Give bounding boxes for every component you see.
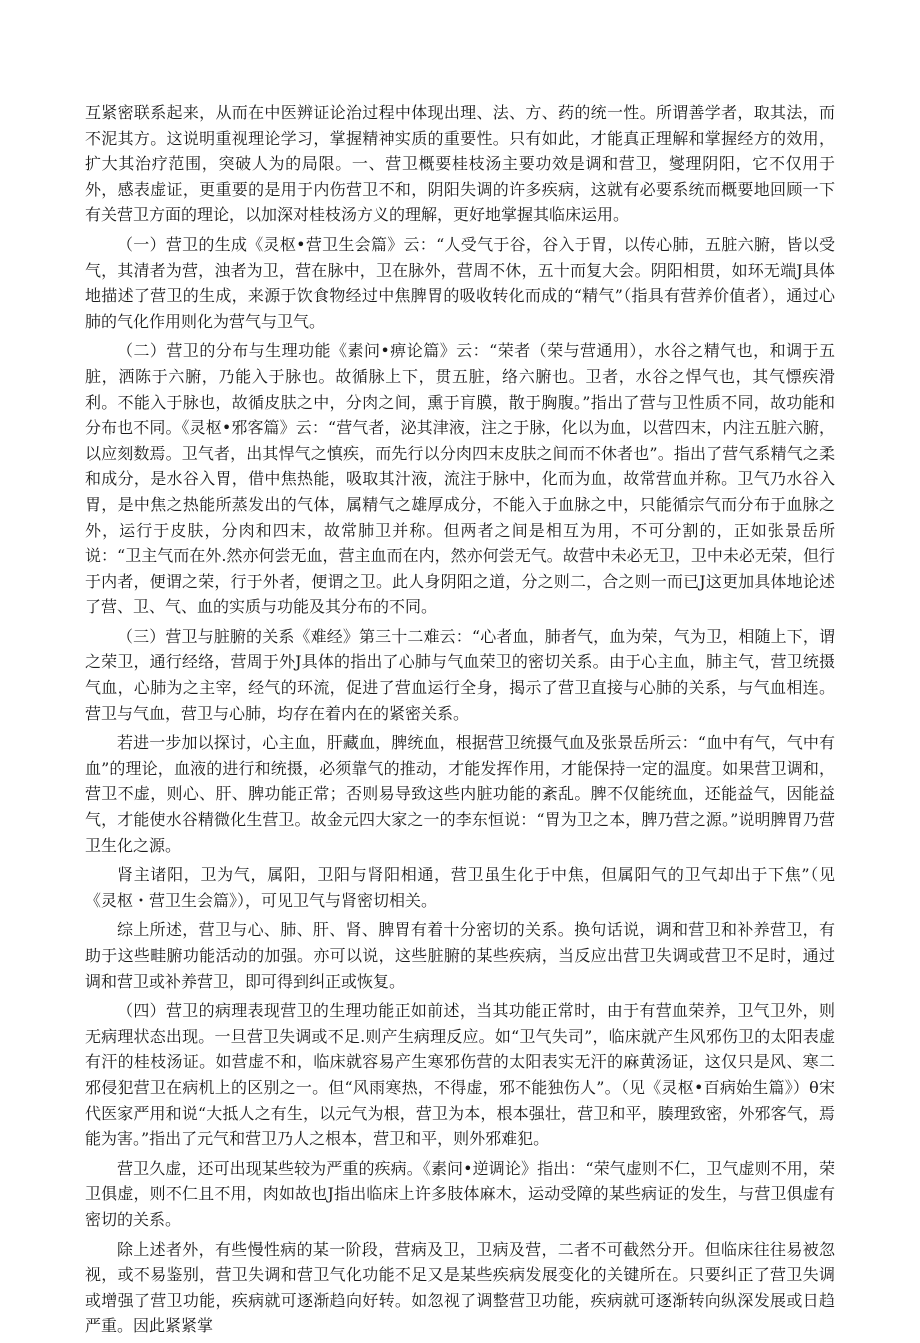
- paragraph-organs: （三）营卫与脏腑的关系《难经》第三十二难云：“心者血，肺者气，血为荣，气为卫，相随上下，谓之荣卫，通行经络，营周于外J具体的指出了心肺与气血荣卫的密切关系。由于心主血，肺主气，营卫统摄气血，心肺为之主宰，经气的环流，促进了营血运行全身，揭示了营卫直接与心肺的关系，与气血相连。营卫与气血，营卫与心肺，均存在着内在的紧密关系。: [85, 626, 835, 723]
- paragraph-chronic-disease: 除上述者外，有些慢性病的某一阶段，营病及卫，卫病及营，二者不可截然分开。但临床往往易被忽视，或不易鉴别，营卫失调和营卫气化功能不足又是某些疾病发展变化的关键所在。只要纠正了营卫失调或增强了营卫功能，疾病就可逐渐趋向好转。如忽视了调整营卫功能，疾病就可逐渐转向纵深发展或日趋严重。因此紧紧掌: [85, 1239, 835, 1336]
- document-page: [85, 100, 835, 1343]
- paragraph-chronic-deficiency: 营卫久虚，还可出现某些较为严重的疾病。《素问•逆调论》指出：“荣气虚则不仁，卫气虚则不用，荣卫俱虚，则不仁且不用，肉如故也J指出临床上许多肢体麻木，运动受障的某些病证的发生，与营卫俱虚有密切的关系。: [85, 1158, 835, 1229]
- paragraph-pathology: （四）营卫的病理表现营卫的生理功能正如前述，当其功能正常时，由于有营血荣养，卫气卫外，则无病理状态出现。一旦营卫失调或不足.则产生病理反应。如“卫气失司”，临床就产生风邪伤卫的太阳表虚有汗的桂枝汤证。如营虚不和，临床就容易产生寒邪伤营的太阳表实无汗的麻黄汤证，这仅只是风、寒二邪侵犯营卫在病机上的区别之一。但“风雨寒热，不得虚，邪不能独伤人”。（见《灵枢•百病始生篇》）θ宋代医家严用和说“大抵人之有生，以元气为根，营卫为本，根本强壮，营卫和平，腠理致密，外邪客气，焉能为害。”指出了元气和营卫乃人之根本，营卫和平，则外邪难犯。: [85, 1001, 835, 1149]
- paragraph-distribution: （二）营卫的分布与生理功能《素问•痹论篇》云：“荣者（荣与营通用），水谷之精气也，和调于五脏，洒陈于六腑，乃能入于脉也。故循脉上下，贯五脏，络六腑也。卫者，水谷之悍气也，其气慓疾滑利。不能入于脉也，故循皮肤之中，分肉之间，熏于肓膜，散于胸腹。”指出了营与卫性质不同，故功能和分布也不同。《灵枢•邪客篇》云：“营气者，泌其津液，注之于脉，化以为血，以营四末，内注五脏六腑，以应刻数焉。卫气者，出其悍气之慎疾，而先行以分肉四末皮肤之间而不休者也”。指出了营气系精气之柔和成分，是水谷入胃，借中焦热能，吸取其汁液，流注于脉中，化而为血，故常营血并称。卫气乃水谷入胃，是中焦之热能所蒸发出的气体，属精气之雄厚成分，不能入于血脉之中，只能循宗气而分布于血脉之外，运行于皮肤，分肉和四末，故常肺卫并称。但两者之间是相互为用，不可分割的，正如张景岳所说：“卫主气而在外.然亦何尝无血，营主血而在内，然亦何尝无气。故营中未必无卫，卫中未必无荣，但行于内者，便谓之荣，行于外者，便谓之卫。此人身阴阳之道，分之则二，合之则一而已J这更加具体地论述了营、卫、气、血的实质与功能及其分布的不同。: [85, 341, 835, 617]
- paragraph-generation: （一）营卫的生成《灵枢•营卫生会篇》云：“人受气于谷，谷入于胃，以传心肺，五脏六腑，皆以受气，其清者为营，浊者为卫，营在脉中，卫在脉外，营周不休，五十而复大会。阴阳相贯，如环无端J具体地描述了营卫的生成，来源于饮食物经过中焦脾胃的吸收转化而成的“精气”（指具有营养价值者），通过心肺的气化作用则化为营气与卫气。: [85, 234, 835, 331]
- paragraph-intro: 互紧密联系起来，从而在中医辨证论治过程中体现出理、法、方、药的统一性。所谓善学者，取其法，而不泥其方。这说明重视理论学习，掌握精神实质的重要性。只有如此，才能真正理解和掌握经方的效用，扩大其治疗范围，突破人为的局限。一、营卫概要桂枝汤主要功效是调和营卫，燮理阴阳，它不仅用于外，感表虚证，更重要的是用于内伤营卫不和，阴阳失调的许多疾病，这就有必要系统而概要地回顾一下有关营卫方面的理论，以加深对桂枝汤方义的理解，更好地掌握其临床运用。: [85, 103, 835, 225]
- paragraph-summary: 综上所述，营卫与心、肺、肝、肾、脾胃有着十分密切的关系。换句话说，调和营卫和补养营卫，有助于这些畦腑功能活动的加强。亦可以说，这些脏腑的某些疾病，当反应出营卫失调或营卫不足时，通过调和营卫或补养营卫，即可得到纠正或恢复。: [85, 920, 835, 991]
- paragraph-liver-spleen: 若进一步加以探讨，心主血，肝藏血，脾统血，根据营卫统摄气血及张景岳所云：“血中有气，气中有血”的理论，血液的进行和统摄，必须靠气的推动，才能发挥作用，才能保持一定的温度。如果营卫调和，营卫不虚，则心、肝、脾功能正常；否则易导致这些内脏功能的紊乱。脾不仅能统血，还能益气，因能益气，才能使水谷精微化生营卫。故金元四大家之一的李东恒说：“胃为卫之本，脾乃营之源。”说明脾胃乃营卫生化之源。: [85, 733, 835, 855]
- paragraph-kidney: 肾主诸阳，卫为气，属阳，卫阳与肾阳相通，营卫虽生化于中焦，但属阳气的卫气却出于下焦”（见《灵枢・营卫生会篇》），可见卫气与肾密切相关。: [85, 865, 835, 910]
